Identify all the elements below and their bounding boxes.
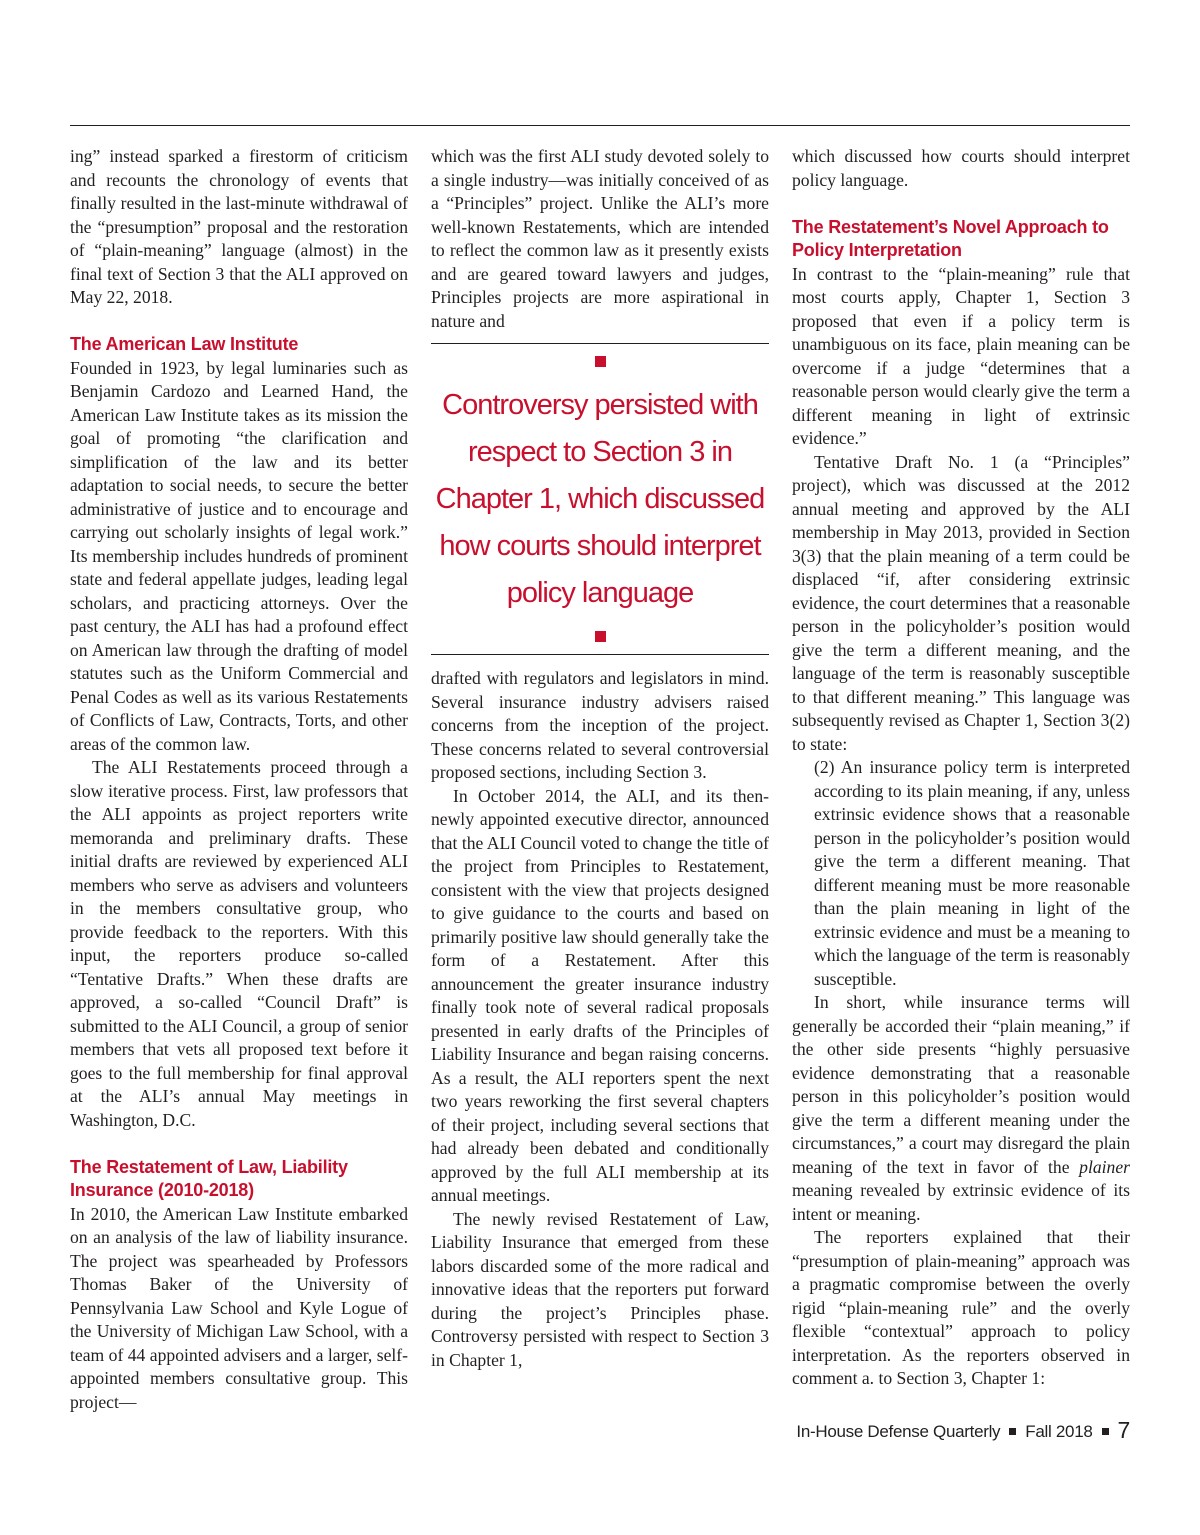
paragraph: The newly revised Restatement of Law, Liability Insurance that emerged from these labors discarded some of the more radical and innovative ideas that the reporters put forward during the project’s Principles phase. Controversy persisted with respect to Section 3 in Chapter 1, xyxy=(431,1208,769,1370)
paragraph: In 2010, the American Law Institute embarked on an analysis of the law of liability insurance. The project was spearheaded by Professors Thomas Baker of the University of Pennsylvania Law School and Kyle Logue of the University of Michigan Law School, with a team of 44 appointed advisers and a larger, self-appointed members consultative group. This project— xyxy=(70,1203,408,1412)
square-bullet-icon xyxy=(1009,1428,1016,1435)
paragraph xyxy=(792,991,1130,1226)
column-1 xyxy=(70,145,408,1414)
paragraph: which discussed how courts should interpret policy language. xyxy=(792,146,1130,190)
top-rule xyxy=(70,125,1130,126)
pull-quote-bottom-rule xyxy=(431,654,769,655)
pull-quote xyxy=(431,343,769,655)
emphasis: plainer xyxy=(1079,1156,1130,1177)
paragraph: Founded in 1923, by legal luminaries such as Benjamin Cardozo and Learned Hand, the American Law Institute takes as its mission the goal of promoting “the clarification and simplification of the law and its better adaptation to social needs, to secure the better administrative of justice and to encourage and carrying out scholarly insights of legal work.” Its membership includes hundreds of prominent state and federal appellate judges, leading legal scholars, and practicing attorneys. Over the past century, the ALI has had a profound effect on American law through the drafting of model statutes such as the Uniform Commercial and Penal Codes as well as its various Restatements of Conflicts of Law, Contracts, Torts, and other areas of the common law. xyxy=(70,357,408,754)
section-heading: The Restatement of Law, Liability Insurance (2010-2018) xyxy=(70,1156,348,1200)
column-3 xyxy=(792,145,1130,1391)
issue-label: Fall 2018 xyxy=(1025,1422,1093,1441)
text-run: In short, while insurance terms will generally be accorded their “plain meaning,” if the other side presents “highly persuasive evidence demonstrating that a reasonable person in this policyholder’s position would give the term a different meaning under the circumstances,” a court may disregard the plain meaning of the text in favor of the xyxy=(792,992,1130,1177)
page-footer xyxy=(796,1417,1130,1444)
section-heading: The Restatement’s Novel Approach to Policy Interpretation xyxy=(792,216,1109,260)
paragraph: Tentative Draft No. 1 (a “Principles” project), which was discussed at the 2012 annual meeting and approved by the ALI membership in May 2013, provided in Section 3(3) that the plain meaning of a term could be displaced “if, after considering extrinsic evidence, the court determines that a reasonable person in the policyholder’s position would give the term a different meaning, and the language of the term is reasonably susceptible to that different meaning.” This language was subsequently revised as Chapter 1, Section 3(2) to state: xyxy=(792,451,1130,754)
paragraph: ing” instead sparked a firestorm of criticism and recounts the chronology of events that finally resulted in the last-minute withdrawal of the “presumption” proposal and the restoration of “plain-meaning” language (almost) in the final text of Section 3 that the ALI approved on May 22, 2018. xyxy=(70,146,408,307)
paragraph: which was the first ALI study devoted solely to a single industry—was initially conceived of as a “Principles” project. Unlike the ALI’s more well-known Restatements, which are intended to reflect the common law as it presently exists and are geared toward lawyers and judges, Principles projects are more aspirational in nature and xyxy=(431,146,769,331)
square-bullet-icon xyxy=(595,631,606,642)
pull-quote-text: Controversy persisted with respect to Section 3 in Chapter 1, which discussed how courts should interpret policy language xyxy=(435,389,765,609)
paragraph: drafted with regulators and legislators in mind. Several insurance industry advisers raised concerns from the inception of the project. These concerns related to several controversial proposed sections, including Section 3. xyxy=(431,668,769,782)
paragraph: The ALI Restatements proceed through a slow iterative process. First, law professors that the ALI appoints as project reporters write memoranda and preliminary drafts. These initial drafts are reviewed by experienced ALI members who serve as advisers and volunteers in the members consultative group, who provide feedback to the reporters. With this input, the reporters produce so-called “Tentative Drafts.” When these drafts are approved, a so-called “Council Draft” is submitted to the ALI Council, a group of senior members that vets all proposed text before it goes to the full membership for final approval at the ALI’s annual May meetings in Washington, D.C. xyxy=(70,757,408,1130)
paragraph: In contrast to the “plain-meaning” rule that most courts apply, Chapter 1, Section 3 proposed that even if a policy term is unambiguous on its face, plain meaning can be overcome if a judge “determines that a reasonable person would clearly give the term a different meaning in light of extrinsic evidence.” xyxy=(792,263,1130,448)
section-heading: The American Law Institute xyxy=(70,334,299,354)
paragraph: In October 2014, the ALI, and its then-newly appointed executive director, announced that the ALI Council voted to change the title of the project from Principles to Restatement, consistent with the view that projects designed to give guidance to the courts and based on primarily positive law should generally take the form of a Restatement. After this announcement the greater insurance industry finally took note of several radical proposals presented in early drafts of the Principles of Liability Insurance and began raising concerns. As a result, the ALI reporters spent the next two years reworking the first several chapters of their project, including several sections that had already been debated and conditionally approved by the full ALI membership at its annual meetings. xyxy=(431,785,769,1205)
pull-quote-top-rule xyxy=(431,343,769,344)
paragraph: The reporters explained that their “presumption of plain-meaning” approach was a pragmatic compromise between the overly rigid “plain-meaning rule” and the overly flexible “contextual” approach to policy interpretation. As the reporters observed in comment a. to Section 3, Chapter 1: xyxy=(792,1227,1130,1388)
column-2 xyxy=(431,145,769,1372)
text-run: meaning revealed by extrinsic evidence of its intent or meaning. xyxy=(792,1180,1130,1224)
publication-name: In-House Defense Quarterly xyxy=(796,1422,1001,1441)
square-bullet-icon xyxy=(595,356,606,367)
page-number: 7 xyxy=(1117,1417,1130,1443)
block-quote: (2) An insurance policy term is interpreted according to its plain meaning, if any, unless extrinsic evidence shows that a reasonable person in the policyholder’s position would give the term a different meaning. That different meaning must be more reasonable than the plain meaning in light of the extrinsic evidence and must be a meaning to which the language of the term is reasonably susceptible. xyxy=(814,757,1130,989)
square-bullet-icon xyxy=(1102,1428,1109,1435)
